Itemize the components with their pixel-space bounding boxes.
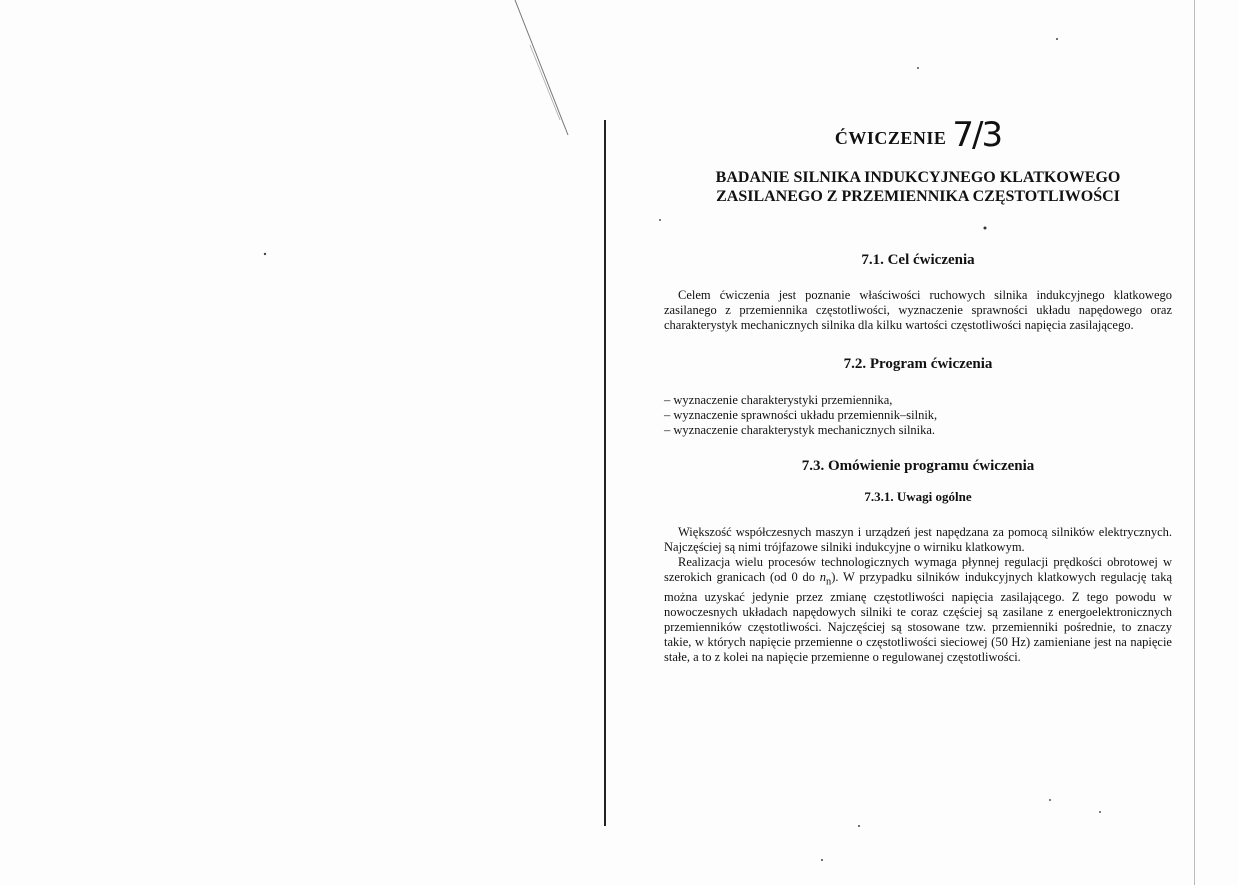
section-7-3-1-paragraph-1: Większość współczesnych maszyn i urządzeń jest napędzana za pomocą silników elektrycznych. Najczęściej są nimi trójfazowe silniki indukcyjne o wirniku klatkowym. bbox=[664, 525, 1172, 554]
scan-streak bbox=[515, 0, 568, 135]
section-7-1-paragraph: Celem ćwiczenia jest poznanie właściwości ruchowych silnika indukcyjnego klatkowego zasilanego z przemiennika częstotliwości, wyznaczenie sprawności układu napędowego oraz charakterystyk mechanicznych silnika dla kilku wartości częstotliwości napięcia zasilającego. bbox=[664, 288, 1172, 332]
scan-speck bbox=[917, 67, 919, 69]
section-heading-7-3: 7.3. Omówienie programu ćwiczenia bbox=[801, 458, 1035, 474]
speed-symbol: n bbox=[819, 570, 826, 584]
page-edge-line bbox=[1194, 0, 1195, 885]
scan-speck bbox=[821, 859, 823, 861]
handwritten-number: 7/3 bbox=[952, 115, 1002, 155]
paragraph-2-end: ). W przypadku silników indukcyjnych klatkowych regulację taką można uzyskać jedynie przez zmianę częstotliwości napięcia zasilającego. Z tego powodu w nowoczesnych układach napędowych silniki te coraz częściej są zasilane z energoelektronicznych przemienników częstotliwości. Najczęściej są stosowane tzw. przemienniki pośrednie, to znaczy takie, w których napięcie przemienne o częstotliwości sieciowej (50 Hz) zamieniane jest na napięcie stałe, a to z kolei na napięcie przemienne o regulowanej częstotliwości. bbox=[664, 570, 1172, 664]
scan-speck bbox=[659, 219, 661, 221]
paragraph-2-start: Realizacja wielu procesów technologicznych wymaga płynnej regulacji prędkości obrotowej w szerokich granicach (od 0 do bbox=[664, 555, 1172, 584]
exercise-title-text: ĆWICZENIE bbox=[834, 128, 947, 148]
scan-speck bbox=[1099, 811, 1101, 813]
document-page bbox=[664, 110, 1172, 665]
list-item: – wyznaczenie charakterystyk mechanicznych silnika. bbox=[664, 423, 936, 437]
section-heading-7-1: 7.1. Cel ćwiczenia bbox=[861, 252, 975, 268]
list-item: – wyznaczenie sprawności układu przemiennik–silnik, bbox=[664, 408, 938, 422]
scan-speck bbox=[1056, 38, 1058, 40]
speed-subscript: n bbox=[825, 576, 832, 588]
exercise-title bbox=[664, 110, 1172, 160]
section-7-3-1-paragraph-2 bbox=[664, 555, 1172, 665]
scan-speck bbox=[858, 825, 860, 827]
scan-streak bbox=[530, 45, 560, 120]
page-fold-line bbox=[604, 120, 606, 826]
subsection-heading-7-3-1: 7.3.1. Uwagi ogólne bbox=[864, 489, 972, 504]
exercise-subtitle bbox=[664, 168, 1172, 206]
list-item: – wyznaczenie charakterystyki przemiennika, bbox=[664, 393, 893, 407]
subtitle-line-2: ZASILANEGO Z PRZEMIENNIKA CZĘSTOTLIWOŚCI bbox=[716, 188, 1120, 205]
program-list bbox=[664, 393, 1172, 438]
scan-speck bbox=[1049, 799, 1051, 801]
section-heading-7-2: 7.2. Program ćwiczenia bbox=[843, 356, 993, 372]
scan-speck bbox=[264, 253, 266, 255]
subtitle-line-1: BADANIE SILNIKA INDUKCYJNEGO KLATKOWEGO bbox=[715, 169, 1121, 186]
